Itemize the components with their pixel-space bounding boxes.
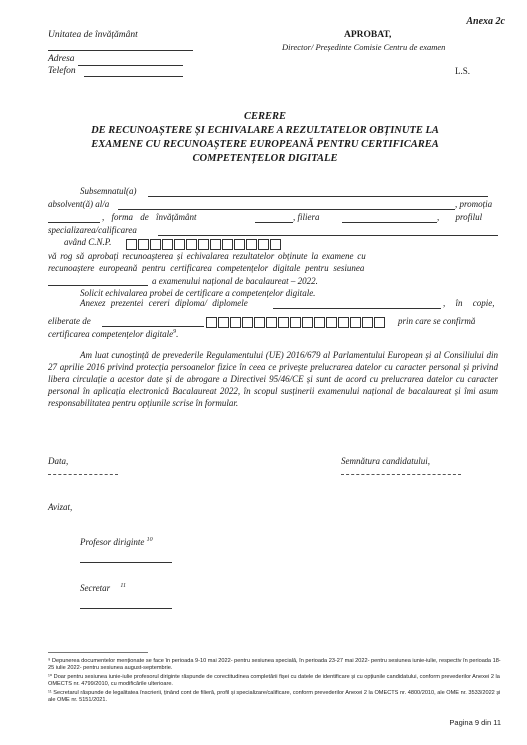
doc-title — [30, 110, 500, 166]
issued-label: eliberate de — [48, 316, 91, 326]
footnote-10: ¹⁰ Doar pentru sesiunea iunie-iulie profesorul diriginte răspunde de corectitudinea completării fișei cu datele de identificare și cu opțiunile candidatului, conform prevederilor Anexei 2 la OMECTS nr. 4799/2010, cu modificările ulterioare. — [48, 674, 500, 687]
approved-label: APROBAT, — [344, 30, 392, 40]
promo-field[interactable] — [48, 222, 100, 223]
attach-field[interactable] — [273, 308, 441, 309]
cert-end: . — [176, 329, 179, 339]
profile-label: , profilul — [437, 212, 483, 222]
form-edu-field[interactable] — [255, 222, 293, 223]
graduate-label: absolvent(ă) al/a — [48, 199, 110, 209]
cnp-boxes[interactable] — [126, 235, 282, 248]
secretary-field[interactable] — [80, 608, 172, 609]
teacher-label-text: Profesor diriginte — [80, 537, 145, 547]
request-line-1: vă rog să aprobați recunoașterea și echivalarea rezultatelor obținute la examene cu — [48, 251, 366, 261]
attach-label: Anexez prezentei cereri diploma/ diplomele — [80, 298, 248, 308]
cert-text — [48, 329, 178, 339]
teacher-footnote-ref: 10 — [146, 537, 153, 543]
cert-footnote-ref: 9 — [173, 329, 177, 335]
signature-label: Semnătura candidatului, — [341, 456, 430, 466]
school-label: Unitatea de învățământ — [48, 30, 138, 40]
secretary-footnote-ref: 11 — [120, 583, 126, 589]
confirms-label: prin care se confirmă — [398, 316, 476, 326]
graduate-field[interactable] — [118, 209, 455, 210]
track-field[interactable] — [342, 222, 437, 223]
date-field[interactable] — [48, 474, 118, 475]
date-label: Data, — [48, 456, 69, 466]
footnote-divider — [48, 652, 148, 653]
request-line-3: a examenului național de bacalaureat – 2022. — [152, 276, 318, 286]
cert-label: certificarea competențelor digitale — [48, 329, 174, 339]
title-line-4: COMPETENȚELOR DIGITALE — [192, 153, 338, 164]
phone-line — [84, 76, 183, 77]
signature-field[interactable] — [341, 474, 461, 475]
undersigned-field[interactable] — [148, 196, 488, 197]
footnote-9: ⁹ Depunerea documentelor menționate se face în perioada 9-10 mai 2022- pentru sesiunea specială, în perioada 23-27 mai 2022- pentru sesiunea iunie-iulie, respectiv în perioada 18-25 iulie 2022- pentru sesiunea august-septembrie. — [48, 658, 501, 671]
issued-field[interactable] — [102, 326, 204, 327]
phone-label: Telefon — [48, 66, 76, 76]
footnote-11: ¹¹ Secretarul răspunde de legalitatea înscrierii, ținând cont de filieră, profil și specializare/calificare, conform prevederilor Anexei 2 la OMECTS nr. 4800/2010, ale OME nr. 3533/2022 și ale OME nr. 5151/2021. — [48, 690, 501, 703]
annex-label: Anexa 2c — [466, 16, 505, 27]
promo-label: , promoția — [455, 199, 493, 209]
secretary-label-text: Secretar — [80, 583, 111, 593]
form-edu-label: , forma de învățământ — [102, 212, 197, 222]
teacher-label — [80, 537, 153, 547]
request-line-2: recunoaștere europeană pentru certificarea competențelor digitale pentru sesiunea — [48, 263, 365, 273]
ask-text: Solicit echivalarea probei de certificare a competențelor digitale. — [80, 288, 316, 298]
title-line-1: CERERE — [243, 111, 287, 122]
cnp-label: având C.N.P. — [64, 237, 112, 247]
undersigned-label: Subsemnatul(a) — [80, 186, 137, 196]
school-line — [48, 50, 193, 51]
seal-label: L.S. — [455, 66, 471, 76]
gdpr-paragraph: Am luat cunoștință de prevederile Regulamentului (UE) 2016/679 al Parlamentului European și al Consiliului din 27 aprilie 2016 privind protecția persoanelor fizice în ceea ce privește prelucrarea datelor cu caracter personal și privind libera circulație a acestor date și de abrogare a Directivei 95/46/CE și sunt de acord cu prelucrarea datelor cu caracter personal în aplicația electronică Bacalaureat 2022, în scopul susținerii examenului național de bacalaureat și îmi asum responsabilitatea pentru opțiunile scrise în formular. — [48, 350, 498, 408]
spec-label: specializarea/calificarea — [48, 225, 137, 235]
title-line-3: EXAMENE CU RECUNOAȘTERE EUROPEANĂ PENTRU CERTIFICAREA — [91, 139, 439, 150]
diploma-boxes[interactable] — [206, 313, 386, 326]
title-line-2: DE RECUNOAȘTERE ȘI ECHIVALARE A REZULTATELOR OBȚINUTE LA — [91, 125, 439, 136]
secretary-label — [80, 583, 126, 593]
address-label: Adresa — [48, 54, 75, 64]
track-label: , filiera — [293, 212, 320, 222]
teacher-field[interactable] — [80, 562, 172, 563]
endorsed-label: Avizat, — [48, 502, 73, 512]
address-line — [78, 65, 183, 66]
session-field[interactable] — [48, 285, 148, 286]
page-number: Pagina 9 din 11 — [449, 718, 501, 727]
attach-copy-label: , în copie, — [443, 298, 495, 308]
approver-role: Director/ Președinte Comisie Centru de examen — [282, 42, 446, 52]
